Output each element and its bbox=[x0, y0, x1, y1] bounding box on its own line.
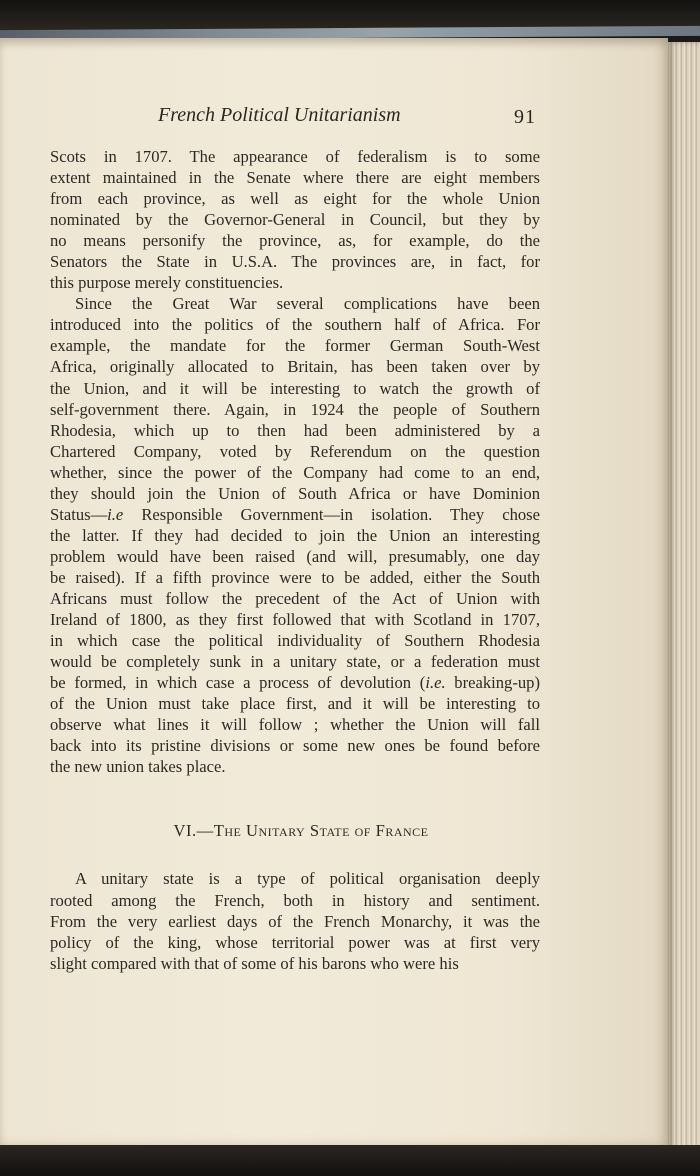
text-line: Scots in 1707. The appearance of federalism is to some bbox=[50, 147, 540, 166]
page-number: 91 bbox=[514, 106, 536, 128]
text-line: slight compared with that of some of his barons who were his bbox=[50, 953, 459, 973]
running-title: French Political Unitarianism bbox=[158, 104, 401, 126]
text-segment: breaking-up) bbox=[445, 673, 540, 693]
text-line bbox=[50, 504, 540, 525]
text-line: Rhodesia, which up to then had been administered by a bbox=[50, 420, 540, 440]
text-line: Africans must follow the precedent of the Act of Union with bbox=[50, 588, 540, 608]
section-numeral: VI.— bbox=[173, 821, 214, 841]
text-line: Ireland of 1800, as they first followed that with Scotland in 1707, bbox=[50, 610, 540, 630]
page-body bbox=[50, 146, 540, 974]
text-line: From the very earliest days of the French Monarchy, it was the bbox=[50, 911, 540, 931]
text-line: this purpose merely constituencies. bbox=[50, 273, 284, 293]
text-line: problem would have been raised (and will, presumably, one day bbox=[50, 546, 540, 566]
text-line: Chartered Company, voted by Referendum on the question bbox=[50, 441, 540, 461]
text-line: back into its pristine divisions or some new ones be found before bbox=[50, 736, 540, 756]
text-line: nominated by the Governor-General in Council, but they by bbox=[50, 210, 540, 230]
page-header bbox=[50, 104, 540, 134]
text-line: the new union takes place. bbox=[50, 757, 226, 777]
italic-abbreviation: i.e bbox=[107, 504, 124, 524]
italic-abbreviation: i.e. bbox=[425, 673, 446, 693]
text-line: Africa, originally allocated to Britain, has been taken over by bbox=[50, 357, 540, 377]
text-line: of the Union must take place first, and it will be interesting to bbox=[50, 694, 540, 714]
text-line: they should join the Union of South Africa or have Dominion bbox=[50, 483, 540, 503]
text-line: introduced into the politics of the southern half of Africa. For bbox=[50, 315, 540, 335]
text-line: policy of the king, whose territorial power was at first very bbox=[50, 932, 540, 952]
text-line: would be completely sunk in a unitary state, or a federation must bbox=[50, 652, 540, 672]
paragraph-3 bbox=[50, 868, 540, 973]
text-line: observe what lines it will follow ; whether the Union will fall bbox=[50, 715, 540, 735]
text-line: A unitary state is a type of political organisation deeply bbox=[75, 869, 540, 889]
text-line: example, the mandate for the former German South-West bbox=[50, 336, 540, 356]
text-line: from each province, as well as eight for the whole Union bbox=[50, 189, 540, 209]
paragraph-2 bbox=[50, 293, 540, 777]
text-line: the latter. If they had decided to join the Union an interesting bbox=[50, 525, 540, 545]
text-line: Since the Great War several complications have been bbox=[75, 294, 540, 314]
section-title: The Unitary State of France bbox=[213, 821, 429, 841]
text-line: Senators the State in U.S.A. The provinces are, in fact, for bbox=[50, 252, 540, 272]
page-stack-edge bbox=[668, 42, 700, 1154]
text-line: self-government there. Again, in 1924 the people of Southern bbox=[50, 399, 540, 419]
text-segment: Responsible Government—in isolation. They chose bbox=[123, 504, 540, 524]
text-segment: Status— bbox=[50, 504, 108, 524]
text-line: whether, since the power of the Company had come to an end, bbox=[50, 462, 540, 482]
text-segment: be formed, in which case a process of devolution ( bbox=[50, 673, 426, 693]
text-line: extent maintained in the Senate where there are eight members bbox=[50, 168, 540, 188]
text-line: rooted among the French, both in history and sentiment. bbox=[50, 890, 540, 910]
text-line: in which case the political individuality of Southern Rhodesia bbox=[50, 631, 540, 651]
text-line: be raised). If a fifth province were to be added, either the South bbox=[50, 567, 540, 587]
paragraph-1 bbox=[50, 146, 540, 293]
book-bottom-edge bbox=[0, 1145, 700, 1176]
section-heading bbox=[50, 820, 540, 841]
text-line: the Union, and it will be interesting to watch the growth of bbox=[50, 378, 540, 398]
text-line: no means personify the province, as, for example, do the bbox=[50, 231, 540, 251]
text-line bbox=[50, 672, 540, 693]
